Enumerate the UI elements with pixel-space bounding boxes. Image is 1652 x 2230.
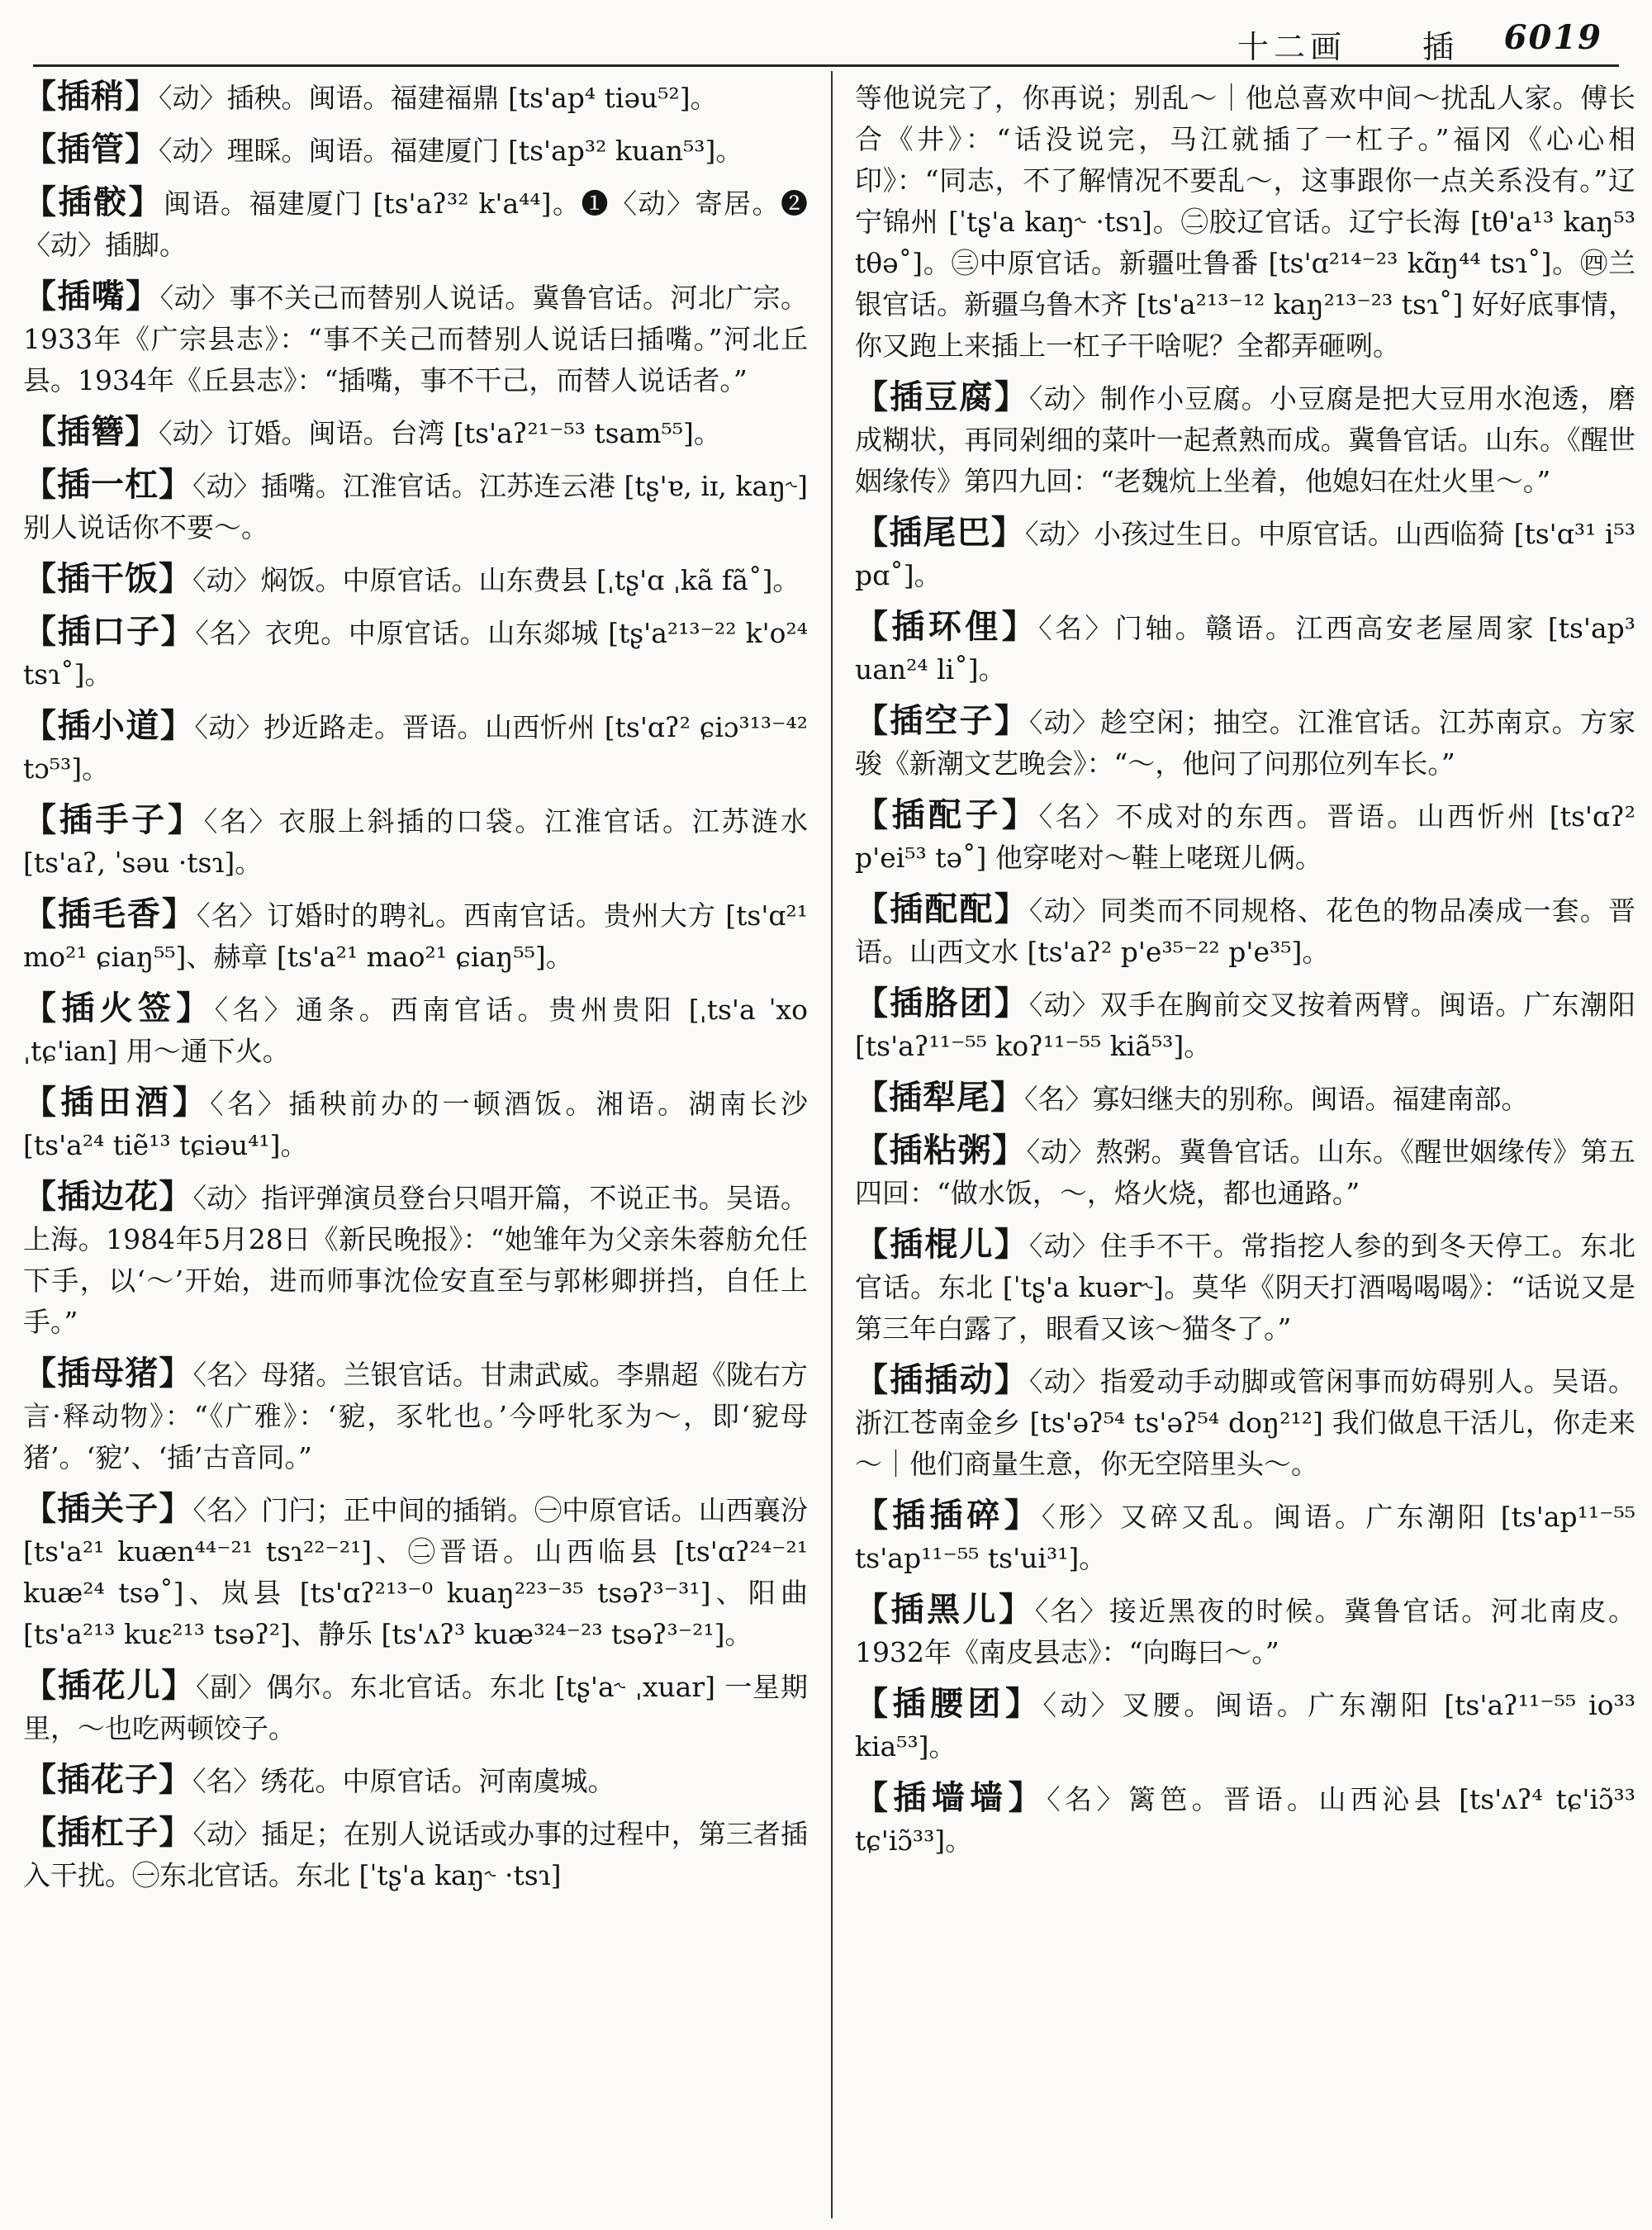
entry-text: 〈动〉同类而不同规格、花色的物品凑成一套。晋语。山西文水 [ts'aʔ² p'e³⁵⁻²² p'e³⁵]。 xyxy=(855,894,1635,968)
page-number: 6019 xyxy=(1503,18,1602,57)
entry-text: 〈动〉熬粥。冀鲁官话。山东。《醒世姻缘传》第五四回：“做水饭，～，烙火烧，都也通路。” xyxy=(855,1136,1635,1209)
entry-headword: 【插簪】 xyxy=(23,412,159,451)
section-label: 十二画 xyxy=(1237,29,1346,65)
entry xyxy=(23,1176,808,1343)
right-column xyxy=(855,76,1635,2219)
page-header xyxy=(33,0,1619,67)
entry-text: 〈名〉篱笆。晋语。山西沁县 [ts'ʌʔ⁴ tɕ'iɔ̃³³ tɕ'iɔ̃³³]。 xyxy=(855,1783,1635,1857)
entry-text: 〈形〉又碎又乱。闽语。广东潮阳 [ts'ap¹¹⁻⁵⁵ ts'ap¹¹⁻⁵⁵ ts'ui³¹]。 xyxy=(855,1501,1635,1574)
entry-text: 〈动〉住手不干。常指挖人参的到冬天停工。东北官话。东北 [ˈtʂ'a kuər˞]。莫华《阴天打酒喝喝喝》：“话说又是第三年白露了，眼看又该～猫冬了。” xyxy=(855,1230,1635,1345)
entry-text: 〈名〉订婚时的聘礼。西南官话。贵州大方 [ts'ɑ²¹ mo²¹ ɕiaŋ⁵⁵]、赫章 [ts'a²¹ mao²¹ ɕiaŋ⁵⁵]。 xyxy=(23,899,808,973)
entry xyxy=(23,182,808,266)
entry xyxy=(855,1359,1635,1485)
entry-headword: 【插关子】 xyxy=(23,1489,193,1528)
entry-text: 〈名〉母猪。兰银官话。甘肃武威。李鼎超《陇右方言·释动物》：“《广雅》：‘豟，豕牝也。’今呼牝豕为～，即‘豟母猪’。‘豟’、‘插’古音同。” xyxy=(23,1359,808,1473)
entry xyxy=(855,1777,1635,1862)
entry-headword: 【插腰团】 xyxy=(855,1684,1043,1723)
entry-text: 〈动〉双手在胸前交叉按着两臂。闽语。广东潮阳 [ts'aʔ¹¹⁻⁵⁵ koʔ¹¹⁻⁵⁵ kiã⁵³]。 xyxy=(855,989,1635,1062)
entry-headword: 【插棍儿】 xyxy=(855,1225,1029,1264)
entry-headword: 【插墙墙】 xyxy=(855,1778,1047,1817)
entry-text: 〈动〉小孩过生日。中原官话。山西临猗 [ts'ɑ³¹ i⁵³ pɑ˚]。 xyxy=(855,518,1635,591)
entry-text: 〈动〉制作小豆腐。小豆腐是把大豆用水泡透，磨成糊状，再同剁细的菜叶一起煮熟而成。冀鲁官话。山东。《醒世姻缘传》第四九回：“老魏炕上坐着，他媳妇在灶火里～。” xyxy=(855,382,1635,497)
entry-text: 〈名〉寡妇继夫的别称。闽语。福建南部。 xyxy=(1024,1083,1529,1115)
entry-text: 〈动〉叉腰。闽语。广东潮阳 [ts'aʔ¹¹⁻⁵⁵ io³³ kia⁵³]。 xyxy=(855,1689,1635,1763)
entry xyxy=(855,1589,1635,1673)
entry xyxy=(855,1130,1635,1214)
entry xyxy=(855,1077,1635,1120)
entry xyxy=(23,611,808,695)
entry-headword: 【插手子】 xyxy=(23,800,204,839)
entry-headword: 【插一杠】 xyxy=(23,465,193,504)
entry-headword: 【插稍】 xyxy=(23,77,159,116)
entry xyxy=(23,558,808,601)
entry xyxy=(855,377,1635,502)
entry-text: 〈动〉理睬。闽语。福建厦门 [ts'ap³² kuan⁵³]。 xyxy=(159,135,743,167)
entry xyxy=(855,983,1635,1067)
entry-text: 〈名〉接近黑夜的时候。冀鲁官话。河北南皮。1932年《南皮县志》：“向晦曰～。” xyxy=(855,1595,1635,1668)
entry-headword: 【插胳团】 xyxy=(855,984,1029,1022)
entry-headword: 【插骹】 xyxy=(23,183,164,221)
radical-char: 插 xyxy=(1422,29,1454,65)
entry-headword: 【插插动】 xyxy=(855,1360,1029,1399)
entry-text: 〈动〉插足；在别人说话或办事的过程中，第三者插入干扰。㊀东北官话。东北 [ˈtʂ'a kaŋ˞ ·tsɿ] xyxy=(23,1818,808,1891)
entry-headword: 【插花儿】 xyxy=(23,1666,197,1705)
entry-text: 〈动〉指爱动手动脚或管闲事而妨碍别人。吴语。浙江苍南金乡 [ts'əʔ⁵⁴ ts'əʔ⁵⁴ doŋ²¹²] 我们做息干活儿，你走来～｜他们商量生意，你无空陪里头～。 xyxy=(855,1365,1635,1480)
entry-headword: 【插母猪】 xyxy=(23,1354,193,1393)
entry-text: 〈动〉指评弹演员登台只唱开篇，不说正书。吴语。上海。1984年5月28日《新民晚报》：“她雏年为父亲朱蓉舫允任下手，以‘～’开始，进而师事沈俭安直至与郭彬卿拼挡，自任上手。” xyxy=(23,1182,808,1338)
column-divider xyxy=(831,71,833,2218)
entry-headword: 【插空子】 xyxy=(855,701,1029,740)
entry-headword: 【插豆腐】 xyxy=(855,377,1029,416)
entry-headword: 【插环俚】 xyxy=(855,607,1039,646)
entry-text: 〈名〉通条。西南官话。贵州贵阳 [ˌts'a ˈxo ˌtɕ'ian] 用～通下火。 xyxy=(23,994,808,1067)
entry-headword: 【插黑儿】 xyxy=(855,1590,1035,1629)
entry xyxy=(855,889,1635,973)
entry-text: 〈名〉衣兜。中原官话。山东郯城 [tʂ'a²¹³⁻²² k'o²⁴ tsɿ˚]。 xyxy=(23,617,808,690)
entry-text: 〈动〉抄近路走。晋语。山西忻州 [ts'ɑʔ² ɕiɔ³¹³⁻⁴² tɔ⁵³]。 xyxy=(23,711,808,785)
entry-text: 〈动〉事不关己而替别人说话。冀鲁官话。河北广宗。1933年《广宗县志》：“事不关己而替别人说话曰插嘴。”河北丘县。1934年《丘县志》：“插嘴，事不干己，而替人说话者。” xyxy=(23,282,808,396)
entry-text: 闽语。福建厦门 [ts'aʔ³² k'a⁴⁴]。❶〈动〉寄居。❷〈动〉插脚。 xyxy=(23,187,808,261)
entry-text: 〈名〉插秧前办的一顿酒饭。湘语。湖南长沙 [ts'a²⁴ tiẽ¹³ tɕiəu⁴¹]。 xyxy=(23,1088,808,1161)
entry-headword: 【插尾巴】 xyxy=(855,513,1025,552)
entry-headword: 【插粘粥】 xyxy=(855,1131,1027,1170)
entry-text: 〈动〉插嘴。江淮官话。江苏连云港 [tʂ'ɐ, iɪ, kaŋ˞] 别人说话你不要～。 xyxy=(23,470,808,543)
entry xyxy=(23,894,808,978)
entry xyxy=(23,799,808,884)
entry-headword: 【插干饭】 xyxy=(23,559,192,598)
entry-headword: 【插管】 xyxy=(23,130,159,168)
entry-continuation xyxy=(855,76,1635,367)
entry xyxy=(23,1082,808,1166)
entry xyxy=(855,700,1635,785)
entry-text: 〈副〉偶尔。东北官话。东北 [tʂ'a˞ ˌxuar] 一星期里，～也吃两顿饺子。 xyxy=(23,1671,808,1744)
entry xyxy=(855,606,1635,690)
entry-text: 〈动〉订婚。闽语。台湾 [ts'aʔ²¹⁻⁵³ tsam⁵⁵]。 xyxy=(159,417,721,449)
entry-text: 〈名〉门轴。赣语。江西高安老屋周家 [ts'ap³ uan²⁴ li˚]。 xyxy=(855,612,1635,686)
entry xyxy=(23,464,808,548)
entry-text: 〈动〉趁空闲；抽空。江淮官话。江苏南京。方家骏《新潮文艺晚会》：“～，他问了问那位列车长。” xyxy=(855,706,1635,780)
entry xyxy=(23,1353,808,1478)
entry-headword: 【插口子】 xyxy=(23,612,196,651)
entry xyxy=(23,276,808,401)
entry xyxy=(23,988,808,1072)
entry-text: 等他说完了，你再说；别乱～｜他总喜欢中间～扰乱人家。傅长合《井》：“话没说完，马江就插了一杠子。”福冈《心心相印》：“同志，不了解情况不要乱～，这事跟你一点关系没有。”辽宁锦州 [ˈtʂ'a kaŋ˞ ·tsɿ]。㊁胶辽官话。辽宁长海 [tθ'a¹³ kaŋ⁵³ tθə˚]。㊂中原官话。新疆吐鲁番 [ts'ɑ²¹⁴⁻²³ kɑ̃ŋ⁴⁴ tsɿ˚]。㊃兰银官话。新疆乌鲁木齐 [ts'a²¹³⁻¹² kaŋ²¹³⁻²³ tsɿ˚] 好好底事情，你又跑上来插上一杠子干啥呢？全都弄砸咧。 xyxy=(855,82,1635,362)
entry xyxy=(23,1488,808,1655)
entry-headword: 【插火签】 xyxy=(23,989,215,1027)
entry-headword: 【插花子】 xyxy=(23,1760,192,1799)
entry-text: 〈名〉衣服上斜插的口袋。江淮官话。江苏涟水 [ts'aʔ, ˈsəu ·tsɿ]。 xyxy=(23,805,808,879)
entry-headword: 【插毛香】 xyxy=(23,894,197,933)
entry-text: 〈动〉焖饭。中原官话。山东费县 [ˌtʂ'ɑ ˌkã fã˚]。 xyxy=(192,564,800,596)
entry-headword: 【插配子】 xyxy=(855,795,1039,834)
entry-headword: 【插田酒】 xyxy=(23,1083,211,1122)
entry-text: 〈名〉绣花。中原官话。河南虞城。 xyxy=(192,1765,615,1797)
entry xyxy=(855,512,1635,596)
entry-text: 〈名〉不成对的东西。晋语。山西忻州 [ts'ɑʔ² p'ei⁵³ tə˚] 他穿咾对～鞋上咾斑儿俩。 xyxy=(855,800,1635,874)
entry xyxy=(855,1224,1635,1350)
entry xyxy=(23,129,808,172)
entry xyxy=(23,1812,808,1896)
entry xyxy=(23,1665,808,1749)
entry xyxy=(23,76,808,119)
entry xyxy=(855,1495,1635,1579)
entry xyxy=(23,1759,808,1802)
entry xyxy=(855,1683,1635,1767)
entry-headword: 【插犁尾】 xyxy=(855,1078,1024,1117)
left-column xyxy=(23,76,808,2219)
entry-text: 〈动〉插秧。闽语。福建福鼎 [ts'ap⁴ tiəu⁵²]。 xyxy=(159,82,718,114)
entry-headword: 【插插碎】 xyxy=(855,1496,1042,1535)
entry xyxy=(23,411,808,454)
entry xyxy=(855,795,1635,879)
entry-headword: 【插边花】 xyxy=(23,1177,193,1216)
entry-headword: 【插杠子】 xyxy=(23,1813,193,1852)
entry xyxy=(23,705,808,790)
entry-headword: 【插嘴】 xyxy=(23,277,160,316)
entry-text: 〈名〉门闩；正中间的插销。㊀中原官话。山西襄汾 [ts'a²¹ kuæn⁴⁴⁻²¹ tsɿ²²⁻²¹]、㊁晋语。山西临县 [ts'ɑʔ²⁴⁻²¹ kuæ²⁴ tsə˚]、岚县 [ts'ɑʔ²¹³⁻⁰ kuaŋ²²³⁻³⁵ tsəʔ³⁻³¹]、阳曲 [ts'a²¹³ kuɛ²¹³ tsəʔ²]、静乐 [ts'ʌʔ³ kuæ³²⁴⁻²³ tsəʔ³⁻²¹]。 xyxy=(23,1494,808,1650)
entry-headword: 【插配配】 xyxy=(855,890,1029,928)
entry-headword: 【插小道】 xyxy=(23,706,195,745)
